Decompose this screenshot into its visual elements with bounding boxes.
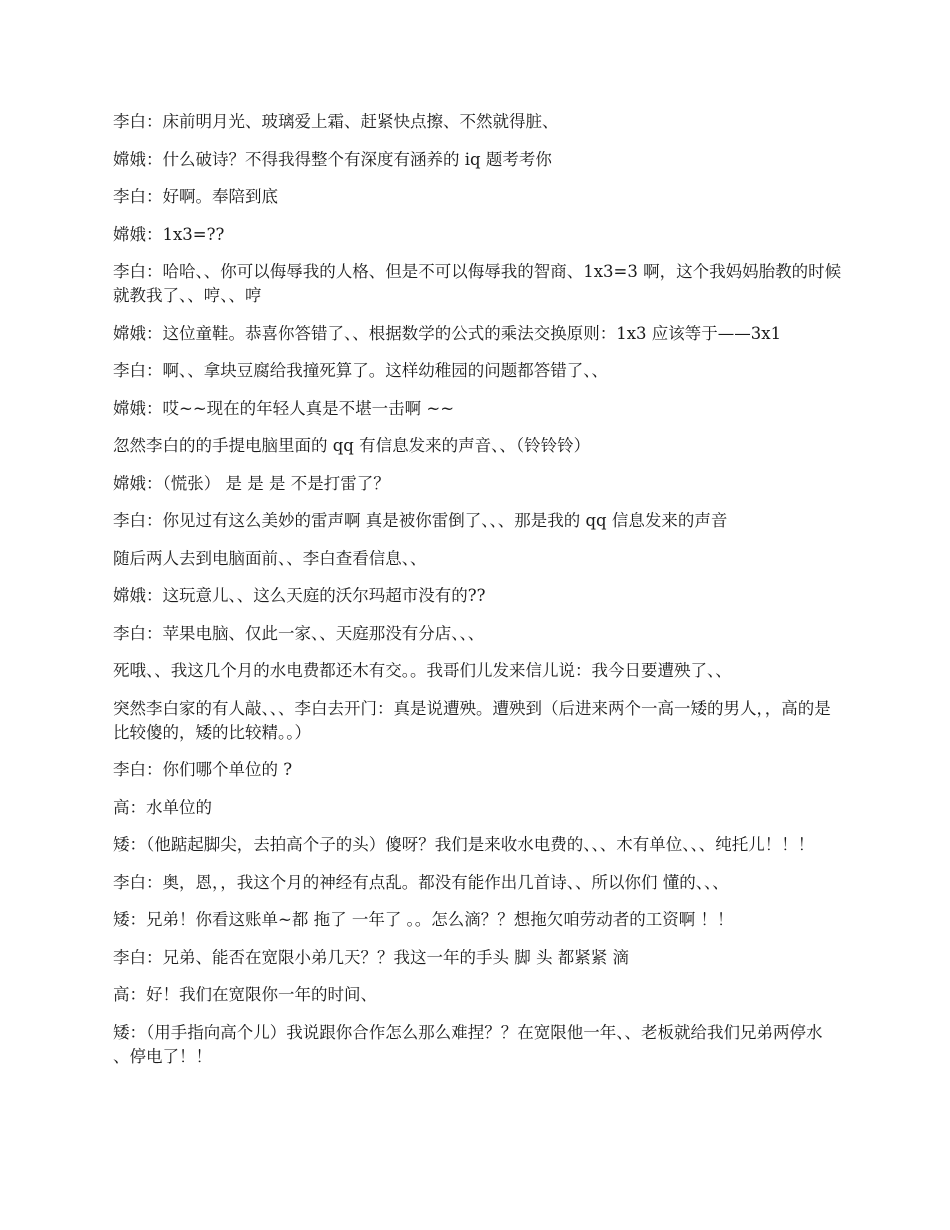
dialogue-line: 嫦娥：1x3=?? xyxy=(113,224,225,244)
dialogue-line: 嫦娥：什么破诗？不得我得整个有深度有涵养的 iq 题考考你 xyxy=(113,149,552,169)
dialogue-line: 嫦娥：（慌张） 是 是 是 不是打雷了？ xyxy=(113,473,390,493)
dialogue-line: 李白：哈哈、、你可以侮辱我的人格、但是不可以侮辱我的智商、1x3=3 啊，这个我妈妈胎教的时候就教我了、、哼、、哼 xyxy=(113,262,842,305)
dialogue-line: 矮：（用手指向高个儿）我说跟你合作怎么那么难捏？？在宽限他一年、、老板就给我们兄弟两停水 、停电了！！ xyxy=(113,1022,828,1066)
dialogue-line: 高：水单位的 xyxy=(113,797,212,817)
narration-line: 突然李白家的有人敲、、、李白去开门：真是说遭殃。遭殃到（后进来两个一高一矮的男人，，高的是比较傻的，矮的比较精。。） xyxy=(113,698,831,742)
dialogue-line: 矮：兄弟！你看这账单~都 拖了 一年了 。。怎么滴？？想拖欠咱劳动者的工资啊 ！！ xyxy=(113,910,734,929)
dialogue-line: 嫦娥：这位童鞋。恭喜你答错了、、根据数学的公式的乘法交换原则：1x3 应该等于——3x1 xyxy=(113,323,782,343)
dialogue-line: 死哦、、我这几个月的水电费都还木有交。。我哥们儿发来信儿说：我今日要遭殃了、、 xyxy=(113,661,732,680)
dialogue-line: 李白：奥，恩，，我这个月的神经有点乱。都没有能作出几首诗、、所以你们 懂的、、、 xyxy=(113,872,729,892)
narration-line: 忽然李白的的手提电脑里面的 qq 有信息发来的声音、、（铃铃铃） xyxy=(113,436,591,455)
dialogue-line: 李白：你们哪个单位的 ? xyxy=(113,760,293,779)
dialogue-line: 李白：苹果电脑、仅此一家、、天庭那没有分店、、、 xyxy=(113,623,485,643)
narration-line: 随后两人去到电脑面前、、李白查看信息、、 xyxy=(113,548,427,568)
dialogue-line: 李白：你见过有这么美妙的雷声啊 真是被你雷倒了、、、那是我的 qq 信息发来的声音 xyxy=(113,511,728,530)
dialogue-line: 矮：（他踮起脚尖，去拍高个子的头）傻呀？我们是来收水电费的、、、木有单位、、、纯托儿！！！ xyxy=(113,835,815,854)
dialogue-line: 李白：啊、、拿块豆腐给我撞死算了。这样幼稚园的问题都答错了、、 xyxy=(113,361,608,380)
dialogue-line: 嫦娥：哎~~现在的年轻人真是不堪一击啊 ~~ xyxy=(113,398,455,418)
dialogue-line: 李白：床前明月光、玻璃爱上霜、赶紧快点擦、不然就得脏、 xyxy=(113,112,559,131)
dialogue-line: 嫦娥：这玩意儿、、这么天庭的沃尔玛超市没有的?? xyxy=(113,586,486,605)
dialogue-line: 高：好！我们在宽限你一年的时间、 xyxy=(113,985,377,1004)
dialogue-line: 李白：好啊。奉陪到底 xyxy=(113,187,278,206)
dialogue-line: 李白：兄弟、能否在宽限小弟几天？？我这一年的手头 脚 头 都紧紧 滴 xyxy=(113,947,629,967)
document-body xyxy=(113,110,843,1082)
